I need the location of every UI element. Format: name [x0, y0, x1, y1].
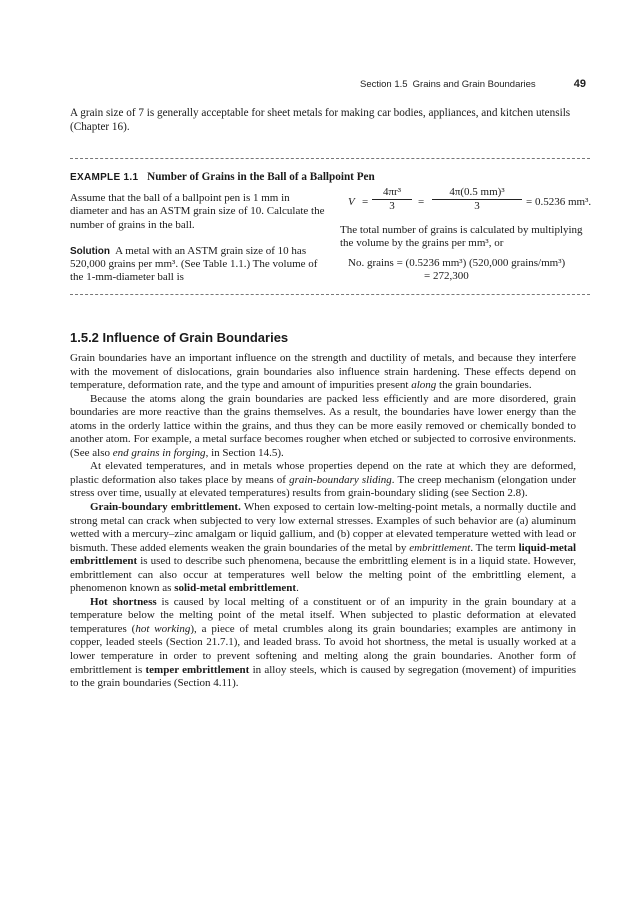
header-title: Grains and Grain Boundaries [412, 79, 536, 90]
example-title [70, 171, 590, 183]
volume-equation [340, 186, 590, 218]
example-solution [70, 245, 328, 285]
paragraph: Hot shortness is caused by local melting of a constituent or of an impurity in the grain boundary at a temperature below the melting point of the metal itself. When subjected to plastic deformation at elevated temperatures (hot working), a piece of metal crumbles along its grain boundaries; examples are antimony in copper, leaded steels (Section 21.7.1), and leaded brass. To avoid hot shortness, the metal is usually worked at a lower temperature in order to prevent softening and melting along the grain boundaries. Another form of embrittlement is temper embrittlement in alloy steels, which is caused by segregation (movement) of impurities to the grain boundaries (Section 4.11). [70, 595, 577, 690]
fraction-substituted [432, 186, 522, 214]
solution-text: A metal with an ASTM grain size of 10 has 520,000 grains per mm³. (See Table 1.1.) The volume of the 1-mm-diameter ball is [70, 244, 318, 284]
example-left-column [70, 192, 328, 285]
page-number: 49 [573, 78, 586, 90]
paragraph: Grain boundaries have an important influence on the strength and ductility of metals, and because they interfere with the movement of dislocations, grain boundaries also influence strain hardening. These effects depend on temperature, deformation rate, and the type and amount of impurities present along the grain boundaries. [70, 352, 576, 392]
example-bottom-rule [70, 294, 590, 295]
example-top-rule [70, 158, 590, 159]
fraction-numerator: 4πr³ [372, 186, 412, 200]
section-heading: 1.5.2 Influence of Grain Boundaries [70, 330, 289, 345]
equation-variable: V [348, 196, 355, 208]
solution-label: Solution [70, 245, 110, 257]
example-title-text: Number of Grains in the Ball of a Ballpoint Pen [147, 171, 375, 183]
example-label: EXAMPLE 1.1 [70, 172, 139, 183]
fraction-denominator: 3 [389, 200, 395, 213]
equation-equals: = [362, 196, 369, 208]
example-right-column [340, 186, 590, 283]
running-header [360, 79, 586, 90]
grain-calculation-result: = 272,300 [424, 269, 469, 282]
paragraph: Grain-boundary embrittlement. When exposed to certain low-melting-point metals, a normally ductile and strong metal can crack when subjected to very low external stresses. Examples of such behavior are (a) aluminum wetted with a mercury–zinc amalgam or liquid gallium, and (b) copper at elevated temperature wetted with lead or bismuth. These added elements weaken the grain boundaries of the metal by embrittlement. The term liquid-metal embrittlement is used to describe such phenomena, because the embrittling element is in a liquid state. However, embrittlement can also occur at temperatures well below the melting point of the embrittling element, a phenomenon known as solid-metal embrittlement. [70, 501, 577, 595]
paragraph: Because the atoms along the grain boundaries are packed less efficiently and are more disordered, grain boundaries are more reactive than the grains themselves. As a result, the boundaries have lower energy than the atoms in the orderly lattice within the grains, and thus they can be more easily removed or chemically bonded to another atom. For example, a metal surface becomes rougher when etched or subjected to corrosive environments. (See also end grains in forging, in Section 14.5). [70, 392, 576, 459]
equation-result: = 0.5236 mm³. [526, 196, 592, 208]
section-body [70, 352, 576, 691]
header-section: Section 1.5 [360, 79, 408, 90]
fraction-numerator: 4π(0.5 mm)³ [432, 186, 522, 200]
intro-paragraph: A grain size of 7 is generally acceptable for sheet metals for making car bodies, appliances, and kitchen utensils (Chapter 16). [70, 107, 571, 133]
grain-calculation: No. grains = (0.5236 mm³) (520,000 grains/mm³) [348, 256, 566, 269]
fraction-sphere-volume [372, 186, 412, 214]
paragraph: At elevated temperatures, and in metals whose properties depend on the rate at which they are deformed, plastic deformation also takes place by means of grain-boundary sliding. The creep mechanism (elongation under stress over time, usually at elevated temperatures) results from grain-boundary sliding (see Section 2.8). [70, 460, 576, 500]
equation-equals-2: = [418, 196, 425, 208]
example-problem: Assume that the ball of a ballpoint pen is 1 mm in diameter and has an ASTM grain size of 10. Calculate the number of grains in the ball. [70, 192, 325, 231]
fraction-denominator: 3 [474, 200, 480, 213]
total-grains-text: The total number of grains is calculated by multiplying the volume by the grains per mm³, or [340, 224, 583, 250]
